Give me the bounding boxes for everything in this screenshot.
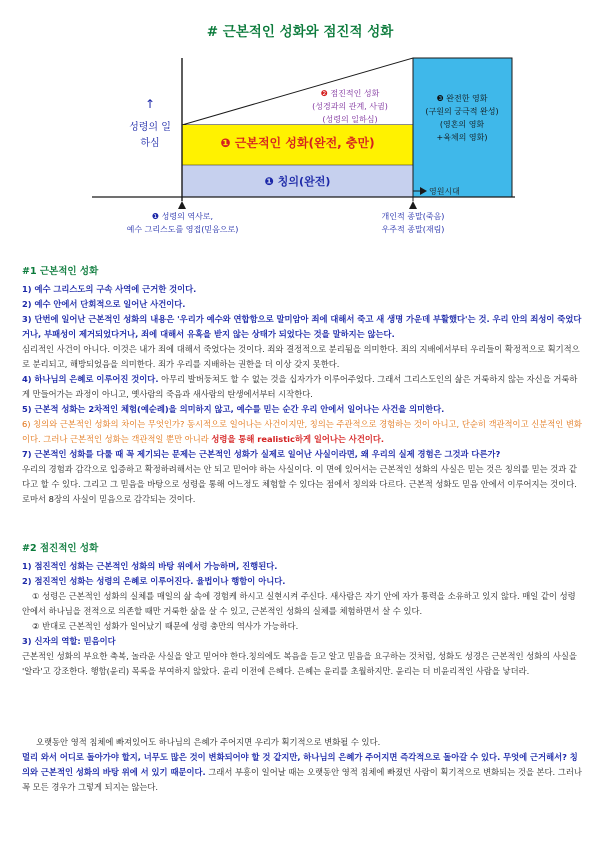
s2-sub-1: ① 성령은 근본적인 성화의 실체를 매일의 삶 속에 경험케 하시고 실현시켜 주신다. 새사람은 자기 안에 자가 통력을 소유하고 있지 않다. 매일 같이 성령 안에서 하나님을 전적으로 의존할 때만 거룩한 삶을 살 수 있고, 근본적인 성화의 실체를 체험하면서 살 수 있다. [22, 591, 576, 616]
closing-line-1: 오랫동안 영적 침체에 빠져있어도 하나님의 은혜가 주어지면 우리가 획기적으로 변화될 수 있다. [36, 737, 381, 747]
section1-body [22, 282, 584, 507]
section2-heading: #2 점진적인 성화 [22, 543, 99, 554]
s1-item-2: 2) 예수 안에서 단회적으로 일어난 사건이다. [22, 299, 186, 309]
section1-heading: #1 근본적인 성화 [22, 266, 99, 277]
s1-item-7: 7) 근본적인 성화를 다룰 때 꼭 제기되는 문제는 근본적인 성화가 실제로 일어난 사실이라면, 왜 우리의 실제 경험은 그것과 다른가? [22, 449, 501, 459]
progressive-label: ❷ 점진적인 성화 (성경과의 관계, 사귐) (성령의 일하심) [312, 89, 388, 124]
closing-paragraph [22, 735, 584, 795]
s1-item-4: 4) 하나님의 은혜로 이루어진 것이다. 아무리 발버둥쳐도 할 수 없는 것을 십자가가 이루어주었다. 그래서 그리스도인의 삶은 거룩하지 않는 자신을 거룩하게 만들어가는 과정이 아니고, 옛사람의 죽음과 새사람의 탄생에서부터 시작한다. [22, 374, 578, 399]
sanctification-diagram [0, 0, 600, 240]
s1-item-5: 5) 근본적 성화는 2차적인 체험(예순례)을 의미하지 않고, 예수를 믿는 순간 우리 안에서 일어나는 사건을 의미한다. [22, 404, 445, 414]
section2-body [22, 559, 584, 679]
start-label: ❶ 성령의 역사로, 예수 그리스도를 영접(믿음으로) [126, 212, 239, 234]
start-marker-icon [178, 201, 186, 209]
glory-label: ❸ 완전한 영화 (구원의 궁극적 완성) (영혼의 영화 +육체의 영화) [425, 94, 499, 142]
s1-item-1: 1) 예수 그리스도의 구속 사역에 근거한 것이다. [22, 284, 197, 294]
s2-item-1: 1) 점진적인 성화는 근본적인 성화의 바탕 위에서 가능하며, 진행된다. [22, 561, 278, 571]
s1-item-6: 6) 칭의와 근본적인 성화의 차이는 무엇인가? 동시적으로 일어나는 사건이지만, 칭의는 주관적으로 경험하는 것이 아니고, 단순히 객관적이고 신분적인 변화이다. 그러나 근본적인 성화는 객관적일 뿐만 아니라 성령을 통해 realistic하게 일어나는 사건이다. [22, 419, 582, 444]
up-arrow-icon: ↑ [144, 97, 156, 111]
fundamental-label: ❶ 근본적인 성화(완전, 충만) [220, 136, 375, 150]
justification-label: ❶ 칭의(완전) [264, 175, 331, 188]
s1-text-7: 우리의 경험과 감각으로 입증하고 확정하려해서는 안 되고 믿어야 하는 사실이다. 이 면에 있어서는 근본적인 성화의 사실은 믿는 것은 칭의를 믿는 것과 같다고 할 수 있다. 그리고 그 믿음을 바탕으로 성령을 통해 어느정도 체험할 수 있다는 점에서 칭의와 다르다. 근본적 성화도 믿음 안에서 이루어지는 것이다. 로마서 8장의 사실이 믿음으로 감각되는 것이다. [22, 464, 577, 504]
y-axis-label: 성령의 일하심 [129, 122, 171, 149]
s1-item-3: 3) 단번에 일어난 근본적인 성화의 내용은 '우리가 예수와 연합함으로 말미암아 죄에 대해서 죽고 새 생명 가운데 부활했다'는 것. 우리 안의 죄성이 죽었다거나, 부패성이 제거되었다거나, 죄에 대해서 유혹을 받지 않는 상태가 되었다는 것을 말하지는 않는다. [22, 314, 582, 339]
s1-text-3: 심리적인 사건이 아니다. 이것은 내가 죄에 대해서 죽었다는 것이다. 죄와 결정적으로 분리됨을 의미한다. 죄의 지배에서부터 우리들이 확정적으로 획기적으로 분리되고, 해방되었음을 의미한다. 죄가 우리를 지배하는 권한을 더 이상 갖지 못한다. [22, 344, 580, 369]
s2-sub-2: ② 반대로 근본적인 성화가 일어났기 때문에 성령 충만의 역사가 가능하다. [32, 621, 299, 631]
s2-item-2: 2) 점진적인 성화는 성령의 은혜로 이루어진다. 율법이나 행함이 아니다. [22, 576, 286, 586]
s2-item-3: 3) 신자의 역할: 믿음이다 [22, 636, 116, 646]
s2-text-3: 근본적인 성화의 부요한 축복, 놀라운 사실을 알고 믿어야 한다.칭의에도 복음을 듣고 알고 믿음을 요구하는 것처럼, 성화도 성경은 근본적인 성화의 사실을 '알라'고 강조한다. 행함(윤리) 목록을 부여하지 않았다. 윤리 이전에 은혜다. 은혜는 윤리를 초월하지만. 윤리는 더 비윤리적인 사람을 낳더라. [22, 651, 577, 676]
end-label: 개인적 종말(죽음) 우주적 종말(재림) [381, 212, 445, 234]
end-marker-icon [409, 201, 417, 209]
closing-line-2: 멀리 와서 어디로 돌아가야 할지, 너무도 많은 것이 변화되어야 할 것 같지만, 하나님의 은혜가 주어지면 즉각적으로 돌아갈 수 있다. 무엇에 근거해서? 칭의와 근본적인 성화의 바탕 위에 서 있기 때문이다. 그래서 부흥이 일어날 때는 오랫동안 영적 침체에 빠졌던 사람이 획기적으로 변화되는 것을 본다. 그러나 꼭 모든 경우가 그렇게 되지는 않는다. [22, 752, 582, 792]
eternity-label: 영원시대 [429, 187, 460, 196]
page-title: # 근본적인 성화와 점진적 성화 [206, 24, 394, 40]
